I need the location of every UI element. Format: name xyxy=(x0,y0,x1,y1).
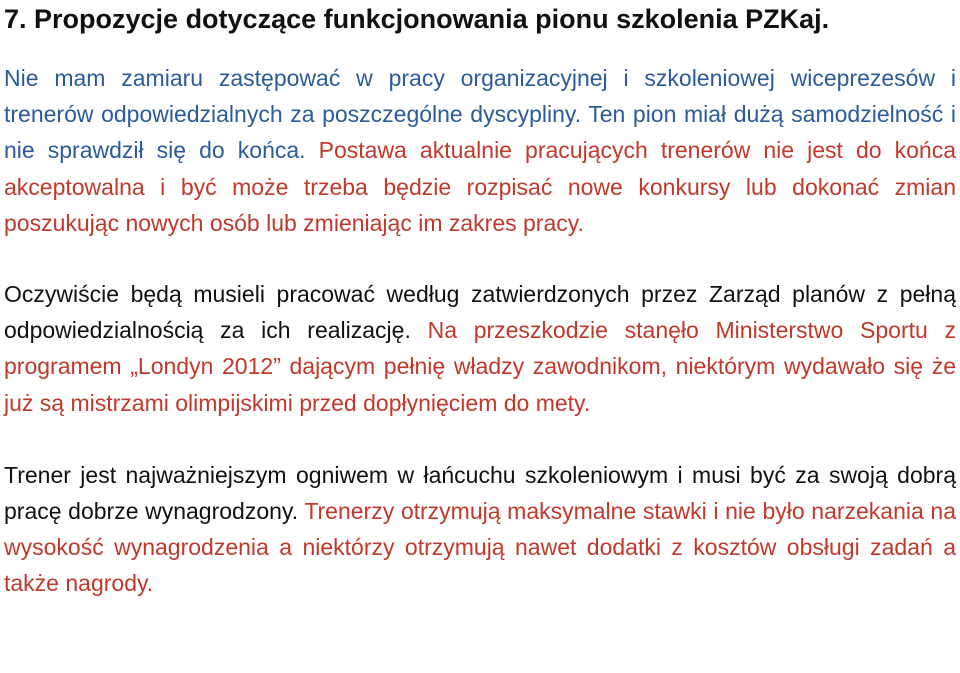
paragraph-1-sentence-1: Nie mam zamiaru zastępować w pracy organizacyjnej i szkoleniowej wiceprezesów i trenerów odpowiedzialnych za poszczególne dyscypliny. Ten pion miał dużą samodzielność i nie sprawdził się do końca. xyxy=(4,65,956,164)
paragraph-2-sentence-1: Oczywiście będą musieli pracować według zatwierdzonych przez Zarząd planów z pełną odpowiedzialnością za ich realizację. xyxy=(4,281,956,344)
paragraph-1-sentence-2: Postawa aktualnie pracujących trenerów nie jest do końca akceptowalna i być może trzeba będzie rozpisać nowe konkursy lub dokonać zmian poszukując nowych osób lub zmieniając im zakres pracy. xyxy=(4,137,956,236)
paragraph-3-sentence-2: Trenerzy otrzymują maksymalne stawki i nie było narzekania na wysokość wynagrodzenia a niektórzy otrzymują nawet dodatki z kosztów obsługi zadań a także nagrody. xyxy=(4,498,956,597)
paragraph-2-sentence-2: Na przeszkodzie stanęło Ministerstwo Sportu z programem „Londyn 2012” dającym pełnię władzy zawodnikom, niektórym wydawało się że już są mistrzami olimpijskimi przed dopłynięciem do mety. xyxy=(4,317,957,416)
paragraph-1 xyxy=(4,60,956,241)
paragraph-3 xyxy=(4,457,956,602)
paragraph-2 xyxy=(4,276,956,421)
paragraph-3-sentence-1: Trener jest najważniejszym ogniwem w łańcuchu szkoleniowym i musi być za swoją dobrą pracę dobrze wynagrodzony. xyxy=(4,461,956,525)
slide-title: 7. Propozycje dotyczące funkcjonowania pionu szkolenia PZKaj. xyxy=(4,4,830,34)
